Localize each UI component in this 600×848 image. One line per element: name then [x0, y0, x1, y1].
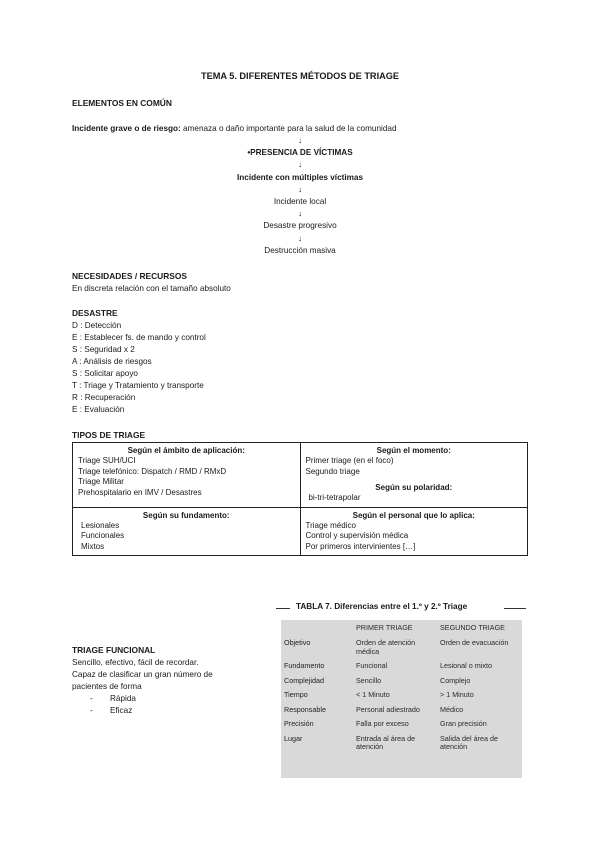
tabla7-table	[281, 620, 522, 755]
personal-title: Según el personal que lo aplica:	[352, 510, 475, 520]
incidente-text: amenaza o daño importante para la salud de la comunidad	[180, 124, 397, 133]
necesidades-text: En discreta relación con el tamaño absoluto	[72, 284, 231, 293]
page-title: TEMA 5. DIFERENTES MÉTODOS DE TRIAGE	[200, 71, 400, 81]
cell-fundamento	[73, 507, 301, 556]
table-cell: Funcional	[356, 661, 388, 670]
caption-rule	[504, 608, 526, 609]
row-label: Complejidad	[284, 675, 324, 685]
list-item: Por primeros intervinientes […]	[305, 541, 416, 551]
table-cell: Entrada al área de atención	[356, 733, 416, 751]
list-item: Control y supervisión médica	[305, 531, 409, 540]
text-line: pacientes de forma	[72, 682, 142, 691]
heading-tipos: TIPOS DE TRIAGE	[72, 430, 146, 440]
heading-elementos-comun: ELEMENTOS EN COMÚN	[72, 98, 172, 108]
list-item: Mixtos	[81, 541, 105, 551]
tabla7-caption-text: TABLA 7. Diferencias entre el 1.º y 2.º Triage	[296, 602, 468, 611]
list-item	[72, 705, 213, 717]
table-row	[281, 659, 522, 674]
list-item: Triage telefónico: Dispatch / RMD / RMxD	[78, 466, 227, 476]
table-header: PRIMER TRIAGE	[356, 623, 413, 632]
down-arrow-icon: ↓	[298, 233, 302, 243]
bullet-text: Eficaz	[110, 706, 133, 715]
heading-desastre: DESASTRE	[72, 308, 118, 318]
table-cell: Personal adiestrado	[356, 704, 420, 714]
desastre-list	[72, 320, 206, 416]
down-arrow-icon: ↓	[298, 184, 302, 194]
polaridad-text: bi-tri-tetrapolar	[308, 493, 361, 502]
list-item: E : Establecer fs. de mando y control	[72, 333, 206, 342]
table-cell: Falla por exceso	[356, 719, 409, 728]
ambito-title: Según el ámbito de aplicación:	[127, 446, 245, 455]
incidente-label: Incidente grave o de riesgo:	[72, 124, 181, 133]
text-line: Sencillo, efectivo, fácil de recordar.	[72, 658, 199, 667]
table-cell: Orden de evacuación	[440, 638, 509, 647]
flow-step: Incidente con múltiples víctimas	[236, 172, 364, 182]
list-item	[72, 693, 213, 705]
table-cell: Sencillo	[356, 675, 382, 685]
flow-step: •PRESENCIA DE VÍCTIMAS	[247, 148, 353, 158]
list-item: E : Evaluación	[72, 405, 125, 414]
heading-triage-funcional: TRIAGE FUNCIONAL	[72, 645, 156, 655]
cell-ambito	[73, 443, 301, 508]
list-item: Triage médico	[305, 520, 356, 530]
bullet-text: Rápida	[110, 694, 136, 703]
caption-rule	[276, 608, 290, 609]
list-item: Funcionales	[81, 531, 125, 540]
table-cell: Complejo	[440, 675, 471, 685]
table-cell: < 1 Minuto	[356, 690, 390, 699]
table-row	[281, 688, 522, 703]
row-label: Responsable	[284, 704, 326, 714]
incident-flow	[0, 135, 600, 257]
momento-title: Según el momento:	[376, 446, 451, 455]
list-item: T : Triage y Tratamiento y transporte	[72, 381, 204, 390]
down-arrow-icon: ↓	[298, 160, 302, 170]
row-label: Lugar	[284, 733, 303, 743]
list-item: A : Análisis de riesgos	[72, 357, 152, 366]
table-cell: Salida del área de atención	[440, 733, 498, 751]
table-header	[281, 620, 353, 636]
list-item: Prehospitalario en IMV / Desastres	[78, 487, 202, 497]
table-row	[281, 703, 522, 718]
fundamento-title: Según su fundamento:	[142, 510, 230, 520]
table-cell: > 1 Minuto	[440, 690, 474, 699]
down-arrow-icon: ↓	[298, 136, 302, 145]
list-item: Triage SUH/UCI	[78, 456, 136, 465]
funcional-text	[72, 657, 213, 717]
dash-bullet: -	[90, 694, 93, 703]
list-item: Segundo triage	[305, 466, 360, 476]
incidente-definition	[72, 123, 397, 135]
flow-step: Desastre progresivo	[263, 221, 337, 231]
list-item: Primer triage (en el foco)	[305, 456, 394, 465]
tabla7-image	[281, 620, 522, 778]
polaridad-title: Según su polaridad:	[375, 483, 453, 492]
row-label: Fundamento	[284, 661, 325, 670]
heading-necesidades: NECESIDADES / RECURSOS	[72, 271, 187, 281]
table-cell: Lesional o mixto	[440, 661, 492, 670]
table-row	[281, 732, 522, 755]
flow-step: Incidente local	[273, 196, 327, 206]
list-item: S : Solicitar apoyo	[72, 369, 138, 378]
list-item: Lesionales	[81, 520, 120, 530]
down-arrow-icon: ↓	[298, 209, 302, 219]
cell-personal	[300, 507, 528, 556]
cell-momento	[300, 443, 528, 508]
list-item: S : Seguridad x 2	[72, 345, 135, 354]
list-item: Triage Militar	[78, 477, 124, 486]
table-row	[281, 636, 522, 659]
row-label: Precisión	[284, 719, 314, 728]
tipos-triage-table	[72, 442, 528, 556]
row-label: Tiempo	[284, 690, 308, 699]
table-cell: Orden de atención médica	[356, 638, 416, 656]
table-header: SEGUNDO TRIAGE	[440, 623, 505, 632]
table-row	[281, 717, 522, 732]
table-cell: Médico	[440, 704, 464, 714]
table-cell: Gran precisión	[440, 719, 487, 728]
flow-step: Destrucción masiva	[264, 245, 336, 255]
table-row	[281, 674, 522, 689]
list-item: D : Detección	[72, 321, 122, 330]
text-line: Capaz de clasificar un gran número de	[72, 670, 213, 679]
list-item: R : Recuperación	[72, 393, 136, 402]
dash-bullet: -	[90, 706, 93, 715]
row-label: Objetivo	[284, 638, 311, 647]
